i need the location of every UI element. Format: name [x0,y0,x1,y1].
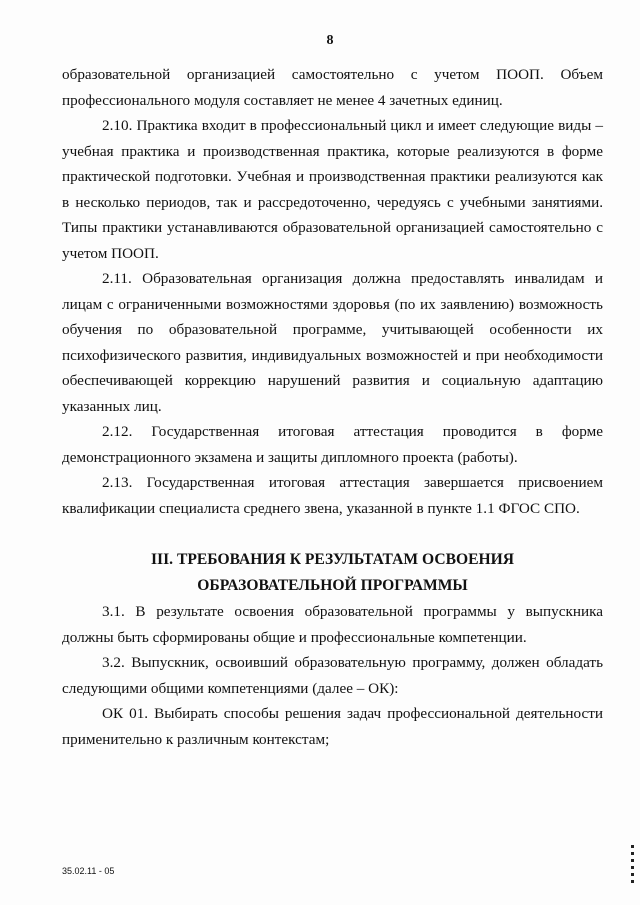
paragraph-2-11: 2.11. Образовательная организация должна предоставлять инвалидам и лицам с ограниченными возможностями здоровья (по их заявлению) возможность обучения по образовательной программе, учитывающей особенности их психофизического развития, индивидуальных возможностей и при необходимости обеспечивающей коррекцию нарушений развития и социальную адаптацию указанных лиц. [62,270,603,415]
paragraph-2-12: 2.12. Государственная итоговая аттестация проводится в форме демонстрационного экзамена и защиты дипломного проекта (работы). [62,423,603,466]
section-heading: III. ТРЕБОВАНИЯ К РЕЗУЛЬТАТАМ ОСВОЕНИЯ ОБРАЗОВАТЕЛЬНОЙ ПРОГРАММЫ [150,551,515,594]
paragraph-2-10: 2.10. Практика входит в профессиональный цикл и имеет следующие виды – учебная практика и производственная практика, которые реализуются в форме практической подготовки. Учебная и производственная практики реализуются как в несколько периодов, так и рассредоточенно, чередуясь с учебными занятиями. Типы практики устанавливаются образовательной организацией самостоятельно с учетом ПООП. [62,117,603,262]
paragraph-ok-01: ОК 01. Выбирать способы решения задач профессиональной деятельности применительно к различным контекстам; [62,705,603,748]
scan-edge-mark [631,845,634,885]
paragraph-3-2: 3.2. Выпускник, освоивший образовательную программу, должен обладать следующими общими компетенциями (далее – ОК): [62,654,603,697]
page-number: 8 [326,33,334,48]
paragraph-2-13: 2.13. Государственная итоговая аттестация завершается присвоением квалификации специалиста среднего звена, указанной в пункте 1.1 ФГОС СПО. [62,474,603,517]
paragraph-continuation: образовательной организацией самостоятельно с учетом ПООП. Объем профессионального модуля составляет не менее 4 зачетных единиц. [62,66,603,109]
footer-code: 35.02.11 - 05 [62,866,115,876]
paragraph-3-1: 3.1. В результате освоения образовательной программы у выпускника должны быть сформированы общие и профессиональные компетенции. [62,603,603,646]
page-content [62,62,603,752]
